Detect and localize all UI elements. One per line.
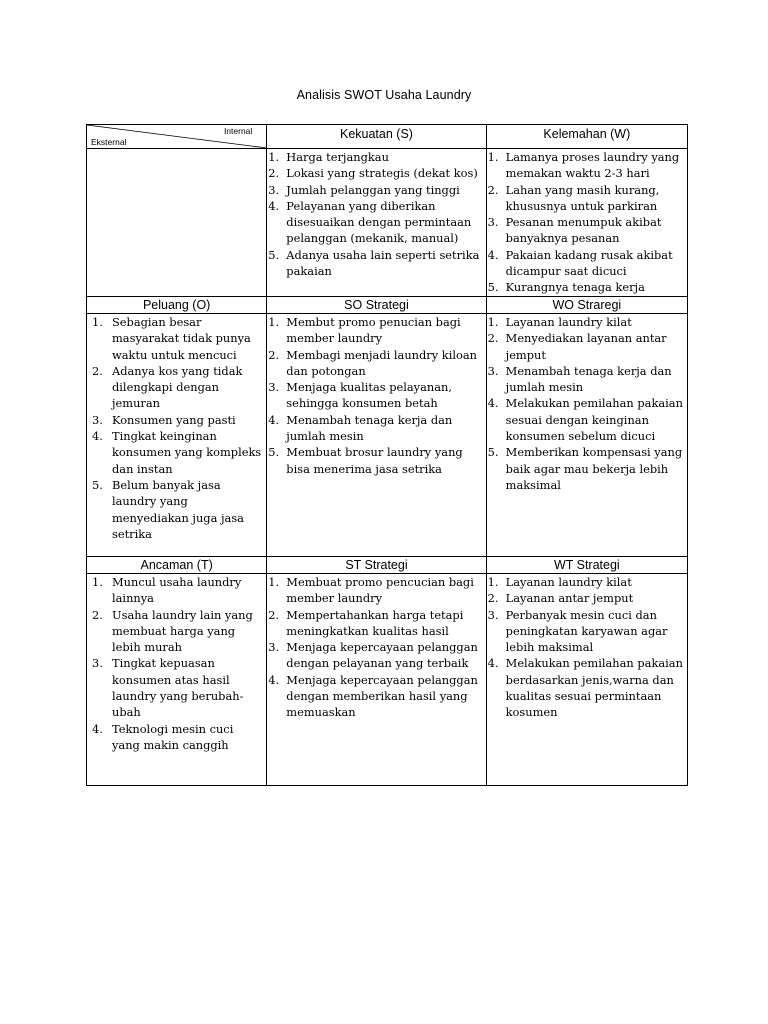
ancaman-cell	[87, 574, 267, 786]
list-item-number: 3.	[268, 640, 280, 655]
list-item	[87, 721, 266, 754]
st-list	[267, 574, 485, 721]
threat-header-row	[87, 557, 688, 574]
list-item	[487, 149, 687, 182]
list-item-number: 4.	[92, 721, 103, 736]
list-item-text: Mempertahankan harga tetapi meningkatkan kualitas hasil	[286, 607, 464, 638]
list-item-text: Menjaga kepercayaan pelanggan dengan memberikan hasil yang memuaskan	[286, 672, 478, 720]
list-item-text: Teknologi mesin cuci yang makin canggih	[112, 721, 234, 752]
list-item-number: 3.	[487, 363, 499, 378]
list-item	[267, 672, 485, 721]
list-item-number: 3.	[487, 607, 499, 622]
list-item-number: 3.	[92, 656, 103, 671]
header-wt-strategi: WT Strategi	[486, 557, 687, 574]
list-item-text: Menambah tenaga kerja dan jumlah mesin	[505, 363, 672, 395]
list-item-number: 4.	[268, 412, 280, 427]
list-item-number: 1.	[487, 315, 499, 329]
list-item-number: 1.	[92, 315, 103, 329]
list-item	[87, 314, 266, 363]
list-item-text: Pelayanan yang diberikan disesuaikan dengan permintaan pelanggan (mekanik, manual)	[286, 198, 472, 246]
empty-cell	[87, 149, 267, 297]
list-item-number: 1.	[268, 575, 280, 589]
ancaman-list	[87, 574, 266, 753]
list-item-text: Harga terjangkau	[286, 150, 389, 164]
list-item-number: 4.	[487, 247, 499, 262]
list-item-number: 5.	[487, 280, 499, 295]
list-item-text: Layanan antar jemput	[505, 591, 634, 606]
list-item-number: 2.	[487, 331, 499, 346]
list-item-number: 5.	[92, 477, 103, 492]
kekuatan-list	[267, 149, 485, 279]
document-title: Analisis SWOT Usaha Laundry	[296, 88, 472, 102]
list-item	[267, 607, 485, 640]
wt-list	[487, 574, 687, 721]
list-item-text: Tingkat kepuasan konsumen atas hasil laundry yang berubah-ubah	[112, 656, 244, 720]
list-item	[87, 574, 266, 607]
peluang-list	[87, 314, 266, 542]
so-list	[267, 314, 485, 477]
peluang-cell	[87, 314, 267, 557]
header-so-strategi: SO Strategi	[267, 297, 486, 314]
threat-row	[87, 574, 688, 786]
list-item	[267, 314, 485, 347]
list-item	[487, 247, 687, 280]
eksternal-label: Eksternal	[91, 137, 127, 147]
list-item-text: Melakukan pemilahan pakaian sesuai dengan keinginan konsumen sebelum dicuci	[505, 396, 683, 444]
header-kelemahan: Kelemahan (W)	[486, 125, 687, 149]
corner-cell	[87, 125, 267, 149]
list-item	[487, 330, 687, 363]
list-item-number: 2.	[92, 363, 103, 378]
list-item-text: Memberikan kompensasi yang baik agar mau bekerja lebih maksimal	[505, 445, 683, 492]
list-item-number: 2.	[268, 166, 280, 181]
list-item-text: Perbanyak mesin cuci dan peningkatan karyawan agar lebih maksimal	[505, 607, 668, 655]
list-item	[87, 477, 266, 542]
list-item-text: Lahan yang masih kurang, khususnya untuk parkiran	[505, 182, 660, 213]
kelemahan-cell	[486, 149, 687, 297]
list-item	[487, 655, 687, 720]
list-item-text: Adanya usaha lain seperti setrika pakaian	[286, 247, 480, 279]
list-item	[267, 574, 485, 607]
header-st-strategi: ST Strategi	[267, 557, 486, 574]
list-item	[267, 247, 485, 280]
list-item-number: 2.	[268, 347, 280, 362]
list-item	[487, 279, 687, 295]
list-item-text: Konsumen yang pasti	[112, 412, 236, 427]
list-item	[87, 655, 266, 720]
list-item-number: 2.	[487, 591, 499, 606]
header-peluang: Peluang (O)	[87, 297, 267, 314]
list-item-number: 2.	[92, 607, 103, 622]
list-item-number: 3.	[268, 182, 280, 197]
list-item	[87, 428, 266, 477]
list-item	[87, 363, 266, 412]
list-item	[267, 444, 485, 477]
list-item-text: Adanya kos yang tidak dilengkapi dengan jemuran	[112, 363, 243, 411]
list-item-number: 5.	[487, 445, 499, 460]
list-item-number: 1.	[268, 315, 280, 329]
list-item-text: Membagi menjadi laundry kiloan dan potongan	[286, 347, 477, 378]
list-item	[267, 165, 485, 181]
list-item-text: Menambah tenaga kerja dan jumlah mesin	[286, 412, 453, 444]
list-item-text: Membut promo penucian bagi member laundry	[286, 315, 461, 346]
header-wo-strategi: WO Straregi	[486, 297, 687, 314]
list-item	[487, 182, 687, 215]
list-item	[487, 314, 687, 330]
list-item-text: Pakaian kadang rusak akibat dicampur saat dicuci	[505, 247, 673, 279]
list-item-number: 4.	[268, 672, 280, 687]
list-item-text: Membuat brosur laundry yang bisa menerima jasa setrika	[286, 445, 463, 476]
list-item-number: 2.	[487, 182, 499, 197]
list-item	[487, 574, 687, 590]
list-item	[487, 395, 687, 444]
list-item	[267, 198, 485, 247]
list-item	[487, 590, 687, 606]
list-item	[267, 379, 485, 412]
wo-cell	[486, 314, 687, 557]
list-item	[267, 639, 485, 672]
list-item-text: Menjaga kepercayaan pelanggan dengan pelayanan yang terbaik	[286, 640, 478, 671]
so-cell	[267, 314, 486, 557]
list-item-text: Belum banyak jasa laundry yang menyediakan juga jasa setrika	[112, 477, 244, 541]
list-item-text: Muncul usaha laundry lainnya	[112, 575, 242, 606]
kelemahan-list	[487, 149, 687, 296]
wt-cell	[486, 574, 687, 786]
list-item-number: 3.	[268, 380, 280, 395]
kekuatan-cell	[267, 149, 486, 297]
opportunity-header-row	[87, 297, 688, 314]
list-item-number: 4.	[92, 429, 103, 444]
list-item-number: 5.	[268, 247, 280, 262]
swot-table	[86, 124, 688, 786]
list-item-number: 5.	[268, 445, 280, 460]
list-item	[87, 412, 266, 428]
header-row	[87, 125, 688, 149]
list-item-text: Layanan laundry kilat	[505, 315, 632, 329]
list-item	[267, 182, 485, 198]
list-item-number: 1.	[268, 150, 280, 164]
list-item-text: Menyediakan layanan antar jemput	[505, 331, 667, 362]
list-item-text: Layanan laundry kilat	[505, 575, 632, 589]
list-item	[87, 607, 266, 656]
list-item	[487, 444, 687, 493]
list-item-text: Membuat promo pencucian bagi member laundry	[286, 575, 474, 606]
list-item	[267, 412, 485, 445]
header-ancaman: Ancaman (T)	[87, 557, 267, 574]
list-item	[267, 347, 485, 380]
list-item-text: Kurangnya tenaga kerja	[505, 280, 645, 295]
st-cell	[267, 574, 486, 786]
list-item-number: 1.	[487, 575, 499, 589]
list-item-number: 1.	[487, 150, 499, 164]
strength-weakness-row	[87, 149, 688, 297]
list-item-text: Menjaga kualitas pelayanan, sehingga konsumen betah	[286, 380, 452, 411]
list-item-number: 3.	[487, 215, 499, 230]
list-item	[487, 214, 687, 247]
list-item-text: Lamanya proses laundry yang memakan waktu 2-3 hari	[505, 150, 680, 181]
list-item-text: Tingkat keinginan konsumen yang kompleks dan instan	[112, 429, 262, 476]
wo-list	[487, 314, 687, 493]
list-item-number: 4.	[487, 656, 499, 671]
list-item-text: Pesanan menumpuk akibat banyaknya pesanan	[505, 215, 662, 246]
list-item	[487, 363, 687, 396]
list-item-number: 4.	[487, 396, 499, 411]
list-item-number: 1.	[92, 575, 103, 589]
internal-label: Internal	[223, 126, 253, 136]
list-item-text: Lokasi yang strategis (dekat kos)	[286, 166, 478, 181]
list-item-number: 2.	[268, 607, 280, 622]
list-item-text: Melakukan pemilahan pakaian berdasarkan jenis,warna dan kualitas sesuai permintaan kosumen	[505, 656, 683, 720]
opportunity-row	[87, 314, 688, 557]
list-item-number: 3.	[92, 412, 103, 427]
list-item-text: Jumlah pelanggan yang tinggi	[286, 182, 460, 197]
list-item	[487, 607, 687, 656]
list-item-text: Usaha laundry lain yang membuat harga yang lebih murah	[112, 607, 253, 655]
header-kekuatan: Kekuatan (S)	[267, 125, 486, 149]
list-item-number: 4.	[268, 198, 280, 213]
list-item-text: Sebagian besar masyarakat tidak punya waktu untuk mencuci	[112, 315, 251, 362]
list-item	[267, 149, 485, 165]
